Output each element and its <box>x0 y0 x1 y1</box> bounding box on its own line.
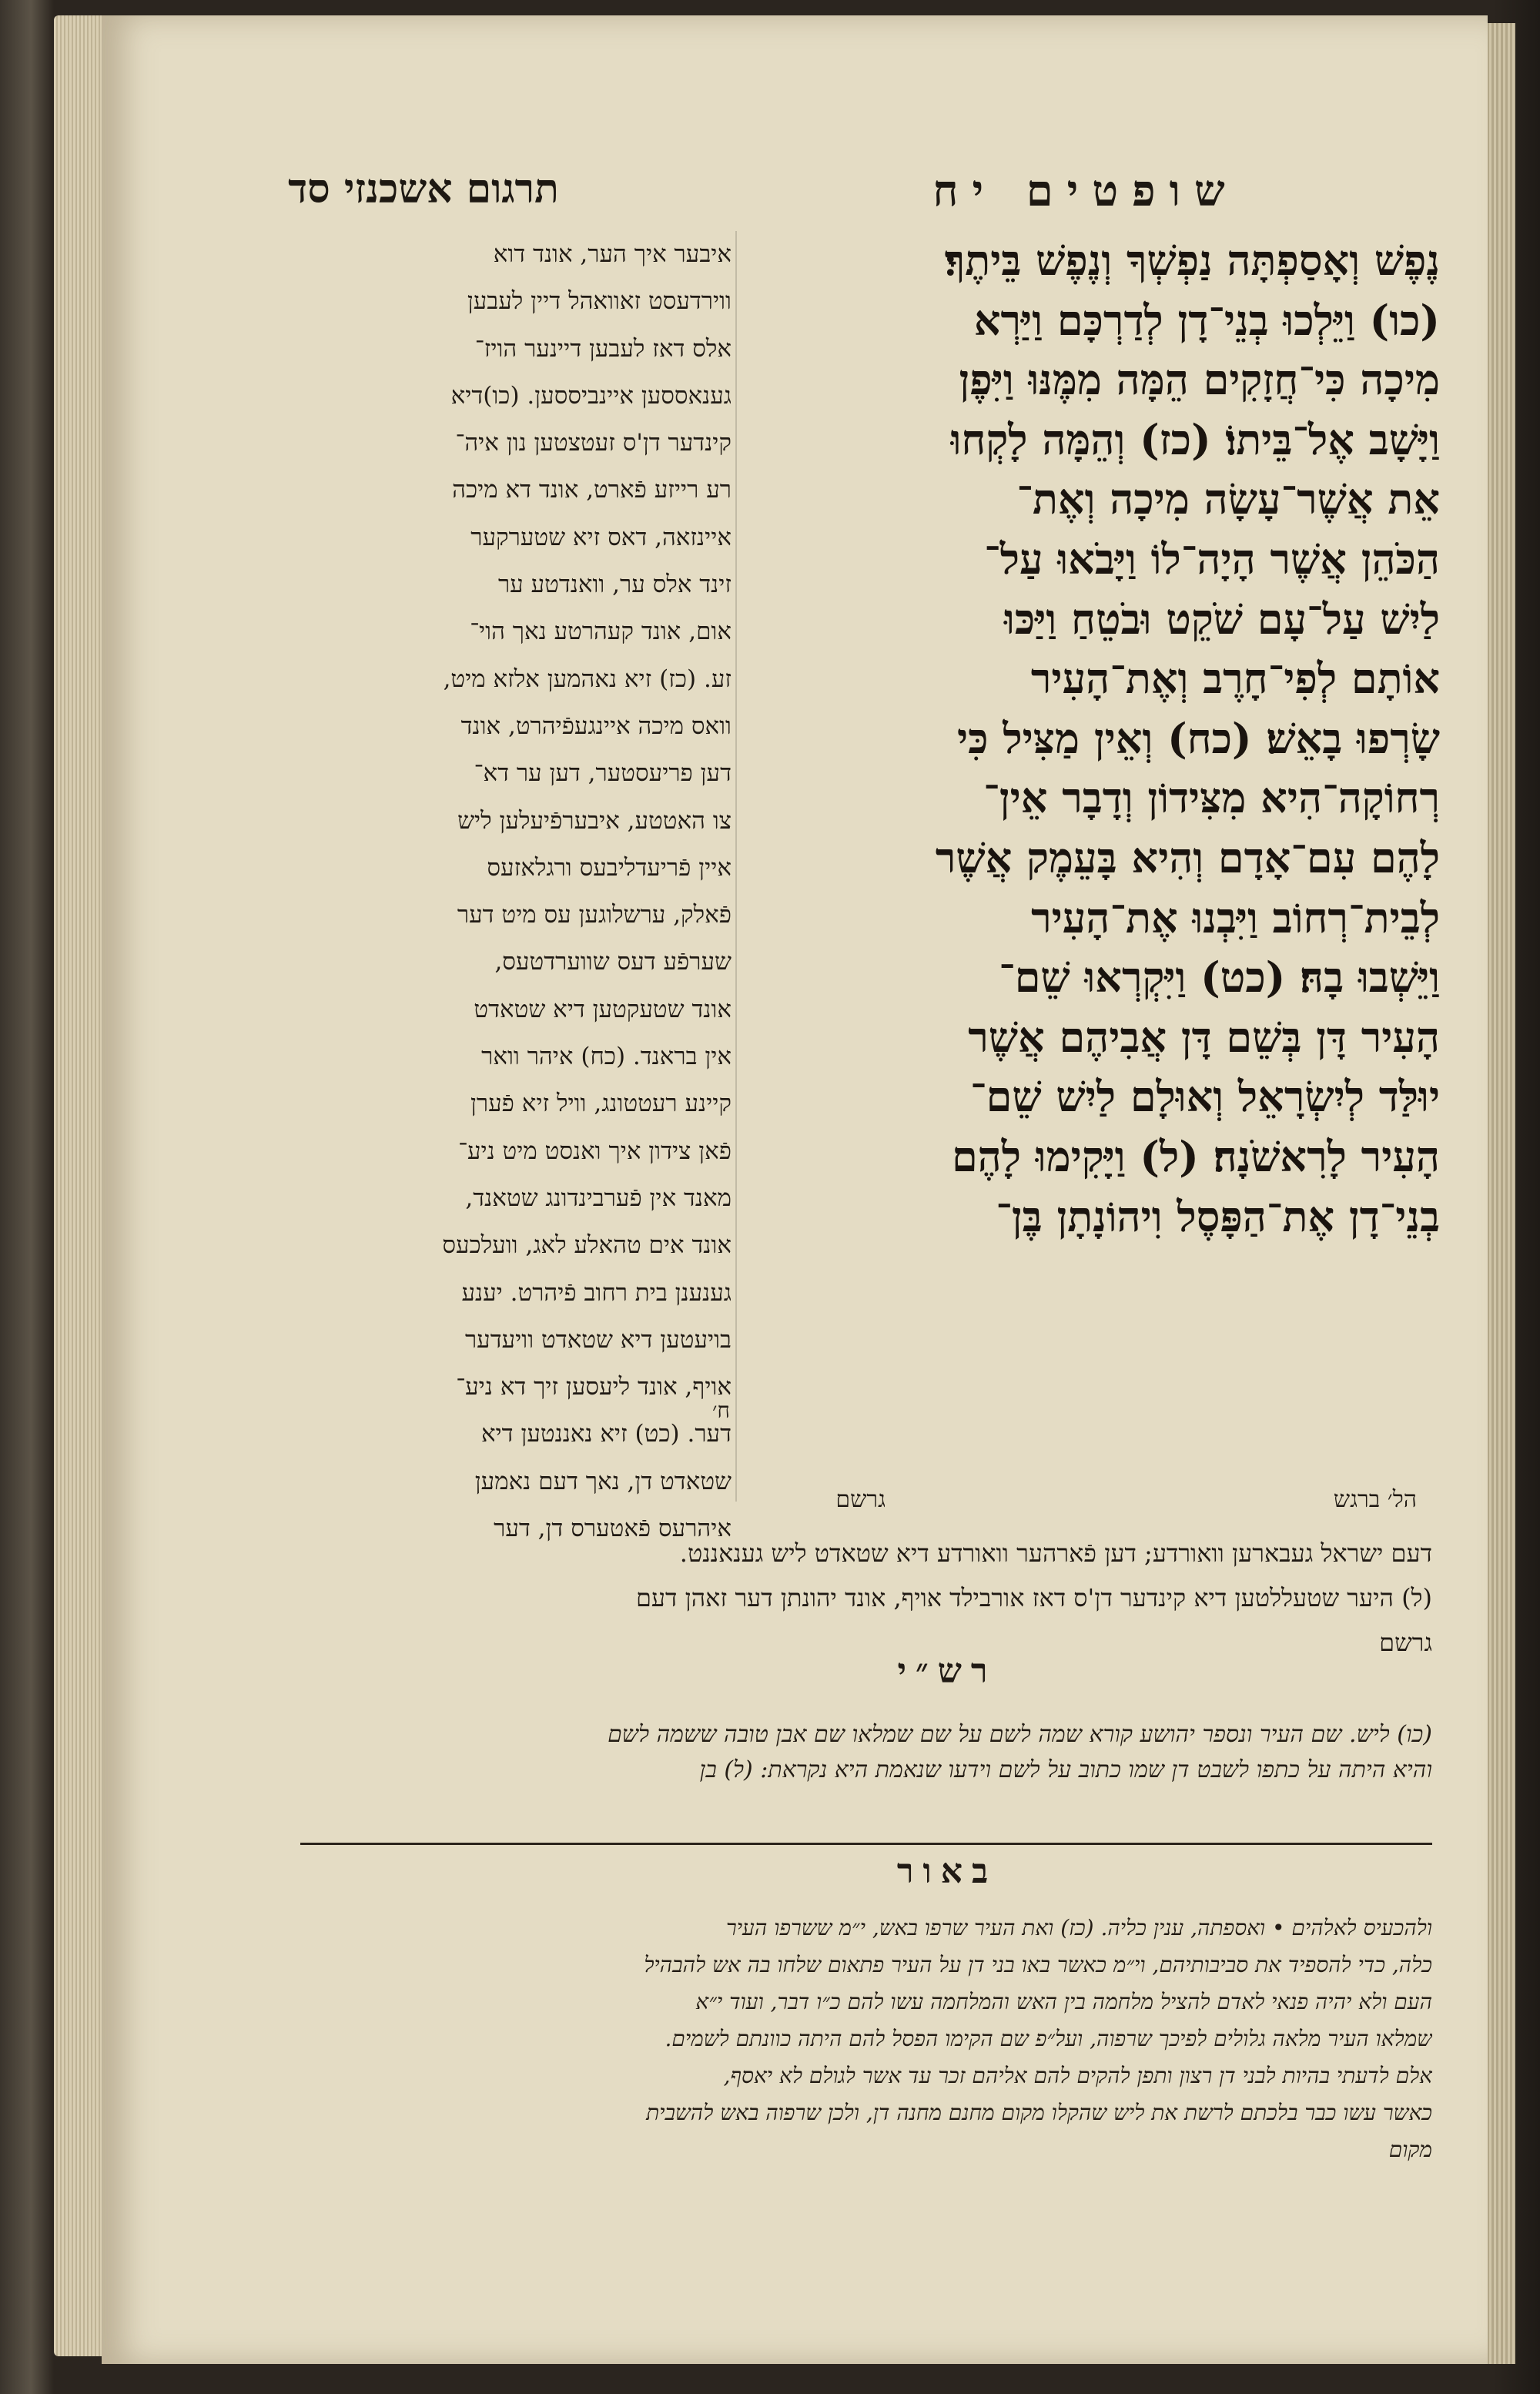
translation-line: אלס דאז לעבען דיינער הויז־ <box>474 334 732 363</box>
header-translation-title: תרגום אשכנזי סד <box>288 166 559 213</box>
verse-line: לַיִשׁ עַל־עָם שֹׁקֵט וּבֹטֵחַ וַיַּכּוּ <box>1004 594 1440 644</box>
verse-line: לְבֵית־רְחוֹב וַיִּבְנוּ אֶת־הָעִיר <box>1031 892 1440 943</box>
marginal-marker: ח׳ <box>711 1398 730 1423</box>
verse-line: שָׂרְפוּ בָאֵשׁ׃ (כח) וְאֵין מַצִּיל כִּי <box>956 713 1440 763</box>
page-edges-left <box>54 15 108 2356</box>
translation-line: קיינע רעטטונג, וויל זיא פֿערן <box>470 1090 732 1118</box>
verse-line: הַכֹּהֵן אֲשֶׁר הָיָה־לוֹ וַיָּבֹאוּ עַל־ <box>984 534 1440 584</box>
verse-line: הָעִיר דָּן בְּשֵׁם דָּן אֲבִיהֶם אֲשֶׁר <box>968 1012 1440 1062</box>
translation-line: אונד אים טהאלע לאג, וועלכעס <box>442 1231 732 1260</box>
hebrew-verse-column <box>732 231 1440 1247</box>
catchword: גרשם <box>835 1486 886 1513</box>
translation-line: אויף, אונד ליעסען זיך דא ניע־ <box>456 1373 732 1401</box>
biur-line: אלם לדעתי בהיות לבני דן רצון ותפן להקים להם אליהם זכר עד אשר לגולם לא יאסף, <box>723 2063 1432 2088</box>
biur-commentary <box>293 1910 1432 2168</box>
translation-line: אין בראנד. (כח) איהר וואר <box>481 1043 732 1071</box>
biur-line: מקום <box>1388 2137 1432 2162</box>
translation-line: אום, אונד קעהרטע נאך הוי־ <box>470 618 732 646</box>
rashi-heading: רש״י <box>897 1652 997 1691</box>
biur-line: ולהכעיס לאלהים • ואספתה, ענין כליה. (כז) ואת העיר שרפו באש, י״מ ששרפו העיר <box>725 1915 1432 1940</box>
translation-line: פֿאלק, ערשלוגען עס מיט דער <box>457 901 732 929</box>
translation-line: צו האטטע, איבערפֿיעלען ליש <box>457 806 732 835</box>
translation-line: זע. (כז) זיא נאהמען אלזא מיט, <box>443 665 732 693</box>
translation-line: זינד אלס ער, וואנדטע ער <box>497 571 732 599</box>
translation-column <box>304 231 732 1552</box>
translation-line: גענאססען איינביססען. (כו)דיא <box>450 381 732 410</box>
verse-line: רְחוֹקָה־הִיא מִצִּידוֹן וְדָבָר אֵין־ <box>983 773 1440 823</box>
rashi-commentary <box>293 1717 1432 1788</box>
verse-line: הָעִיר לָרִאשֹׁנָה׃ (ל) וַיָּקִימוּ לָהֶם <box>951 1131 1440 1181</box>
translation-line: איין פֿריעדליבעס ורגלאזעס <box>487 853 732 882</box>
translation-line: איבער איך הער, אונד דוא <box>493 240 732 268</box>
verse-line: אוֹתָם לְפִי־חָרֶב וְאֶת־הָעִיר <box>1030 654 1440 704</box>
translation-line: דען פריעסטער, דען ער דא־ <box>474 759 732 788</box>
verse-line: לָהֶם עִם־אָדָם וְהִיא בָּעֵמֶק אֲשֶׁר <box>935 832 1440 882</box>
biur-line: כלה, כדי להספיד את סביבותיהם, וי״מ כאשר באו בני דן על העיר פתאום שלחו בה אש להבהיל <box>644 1952 1432 1977</box>
biur-line: שמלאו העיר מלאה גלולים לפיכך שרפוה, ועל״פ שם הקימו הפסל להם היתה כוונתם לשמים. <box>665 2026 1432 2051</box>
translation-line: בויעטען דיא שטאדט וויעדער <box>464 1325 732 1354</box>
continuation-line: (ל) היער שטעללטען דיא קינדער דן'ס דאז אורבילד אויף, אונד יהונתן דער זאהן דעם <box>635 1583 1432 1612</box>
translation-line: וואס מיכה איינגעפֿיהרט, אונד <box>460 712 732 740</box>
translation-line: איינזאה, דאס זיא שטערקער <box>470 523 732 551</box>
biur-line: העם ולא יהיה פנאי לאדם להציל מלחמה בין האש והמלחמה עשו להם כ״ו דבר, ועוד י״א <box>695 1989 1432 2014</box>
biur-heading: באור <box>896 1852 998 1891</box>
translation-line: שטאדט דן, נאך דעם נאמען <box>474 1467 732 1495</box>
rashi-line: והיא היתה על כתפו לשבט דן שמו כתוב על לשם וידעו שנאמת היא נקראת: (ל) בן <box>699 1756 1432 1783</box>
translation-line: פֿאן צידון איך ואנסט מיט ניע־ <box>458 1137 732 1165</box>
verse-line: מִיכָה כִּי־חֲזָקִים הֵמָּה מִמֶּנּוּ וַיִּפֶן <box>959 355 1440 405</box>
translation-line: קינדער דן'ס זעטצטען נון איה־ <box>455 429 732 457</box>
translation-line: שערפֿע דעס שווערדטעס, <box>494 948 732 976</box>
translation-line: דער. (כט) זיא נאננטען דיא <box>480 1420 732 1448</box>
translation-line: רע רייזע פֿארט, אונד דא מיכה <box>452 476 732 504</box>
translation-line: איהרעס פֿאטערס דן, דער <box>494 1515 732 1543</box>
catchword-note: הל׳ ברגש <box>1333 1486 1417 1513</box>
continuation-line: גרשם <box>1379 1628 1432 1657</box>
translation-line: אונד שטעקטען דיא שטאדט <box>474 995 732 1023</box>
continuation-line: דעם ישראל געבארען וואורדע; דען פֿארהער וואורדע דיא שטאדט ליש גענאננט. <box>679 1539 1432 1568</box>
verse-line: אֵת אֲשֶׁר־עָשָׂה מִיכָה וְאֶת־ <box>1016 474 1440 524</box>
verse-line: בְנֵי־דָן אֶת־הַפָּסֶל וִיהוֹנָתָן בֶּן־ <box>996 1191 1440 1241</box>
section-divider <box>300 1843 1432 1845</box>
verse-line: יוּלַּד לְיִשְׂרָאֵל וְאוּלָם לַיִשׁ שֵׁם־ <box>969 1072 1440 1122</box>
translation-line: גענענן בית רחוב פֿיהרט. יענע <box>461 1278 732 1307</box>
header-book-title: שופטים יח <box>932 166 1239 216</box>
translation-continuation <box>293 1531 1432 1665</box>
page-edges-right <box>1485 23 1515 2364</box>
verse-line: (כו) וַיֵּלְכוּ בְנֵי־דָן לְדַרְכָּם וַיַּרְא <box>973 295 1440 345</box>
verse-line: וַיֵּשְׁבוּ בָהּ׃ (כט) וַיִּקְרְאוּ שֵׁם־ <box>999 953 1440 1003</box>
verse-line: וַיָּשָׁב אֶל־בֵּיתוֹ׃ (כז) וְהֵמָּה לָקְחוּ <box>950 414 1440 464</box>
verse-line: נֶפֶשׁ וְאָסַפְתָּה נַפְשְׁךָ וְנֶפֶשׁ בֵּיתֶךָ׃ <box>944 236 1440 285</box>
biur-line: כאשר עשו כבר בלכתם לרשת את ליש שהקלו מקום מחנם מחנה דן, ולכן שרפוה באש להשבית <box>646 2100 1432 2125</box>
rashi-line: (כו) ליש. שם העיר ונספר יהושע קורא שמה לשם על שם שמלאו שם אבן טובה ששמה לשם <box>608 1721 1432 1748</box>
translation-line: מאנד אין פֿערבינדונג שטאנד, <box>465 1184 732 1212</box>
translation-line: ווירדעסט זאוואהל דיין לעבען <box>467 287 732 316</box>
